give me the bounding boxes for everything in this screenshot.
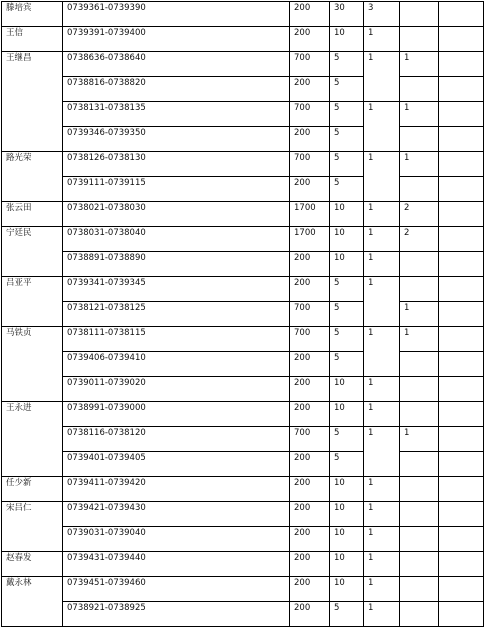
c2-cell xyxy=(400,2,439,27)
name-cell: 王信 xyxy=(2,27,63,52)
amount-cell: 200 xyxy=(290,527,330,552)
c2-cell xyxy=(400,27,439,52)
c2-cell xyxy=(400,552,439,577)
table-row xyxy=(2,227,484,252)
amount-cell: 1700 xyxy=(290,202,330,227)
amount-cell: 200 xyxy=(290,402,330,427)
serial-range-cell: 0738816-0738820 xyxy=(63,77,290,102)
serial-range-cell: 0739401-0739405 xyxy=(63,452,290,477)
count-cell: 5 xyxy=(330,427,364,452)
c2-cell: 1 xyxy=(400,427,439,452)
serial-range-cell: 0739031-0739040 xyxy=(63,527,290,552)
amount-cell: 200 xyxy=(290,477,330,502)
allocation-table xyxy=(1,1,484,627)
c2-cell xyxy=(400,527,439,552)
count-cell: 10 xyxy=(330,227,364,252)
c2-cell xyxy=(400,602,439,627)
name-cell: 吕亚平 xyxy=(2,277,63,327)
amount-cell: 700 xyxy=(290,427,330,452)
c3-cell xyxy=(439,177,484,202)
serial-range-cell: 0738131-0738135 xyxy=(63,102,290,127)
serial-range-cell: 0738126-0738130 xyxy=(63,152,290,177)
c2-cell xyxy=(400,502,439,527)
c3-cell xyxy=(439,252,484,277)
c1-cell: 1 xyxy=(364,577,400,602)
c3-cell xyxy=(439,227,484,252)
amount-cell: 200 xyxy=(290,552,330,577)
table-row xyxy=(2,352,484,377)
table-row xyxy=(2,402,484,427)
c1-cell: 1 xyxy=(364,377,400,402)
serial-range-cell: 0739111-0739115 xyxy=(63,177,290,202)
serial-range-cell: 0739341-0739345 xyxy=(63,277,290,302)
serial-range-cell: 0738121-0738125 xyxy=(63,302,290,327)
count-cell: 5 xyxy=(330,52,364,77)
c3-cell xyxy=(439,152,484,177)
count-cell: 10 xyxy=(330,477,364,502)
c3-cell xyxy=(439,577,484,602)
count-cell: 5 xyxy=(330,102,364,127)
c2-cell xyxy=(400,127,439,152)
c2-cell: 1 xyxy=(400,327,439,352)
count-cell: 5 xyxy=(330,152,364,177)
c2-cell xyxy=(400,177,439,202)
c1-cell: 1 xyxy=(364,502,400,527)
c3-cell xyxy=(439,477,484,502)
table-row xyxy=(2,577,484,602)
c2-cell xyxy=(400,452,439,477)
c3-cell xyxy=(439,452,484,477)
serial-range-cell: 0738116-0738120 xyxy=(63,427,290,452)
name-cell: 赵春发 xyxy=(2,552,63,577)
name-cell: 马铁贞 xyxy=(2,327,63,402)
c2-cell: 1 xyxy=(400,302,439,327)
name-cell: 张云田 xyxy=(2,202,63,227)
c3-cell xyxy=(439,527,484,552)
table-row xyxy=(2,77,484,102)
table-row xyxy=(2,452,484,477)
amount-cell: 200 xyxy=(290,577,330,602)
name-cell: 路光荣 xyxy=(2,152,63,202)
name-cell: 宋吕仁 xyxy=(2,502,63,552)
count-cell: 10 xyxy=(330,402,364,427)
table-row xyxy=(2,127,484,152)
name-cell: 戴永林 xyxy=(2,577,63,627)
serial-range-cell: 0739431-0739440 xyxy=(63,552,290,577)
amount-cell: 700 xyxy=(290,52,330,77)
serial-range-cell: 0739391-0739400 xyxy=(63,27,290,52)
c1-cell: 1 xyxy=(364,52,400,102)
c2-cell xyxy=(400,77,439,102)
serial-range-cell: 0738636-0738640 xyxy=(63,52,290,77)
count-cell: 10 xyxy=(330,552,364,577)
amount-cell: 200 xyxy=(290,2,330,27)
c3-cell xyxy=(439,277,484,302)
c1-cell: 1 xyxy=(364,102,400,152)
table-row xyxy=(2,502,484,527)
c1-cell: 1 xyxy=(364,252,400,277)
c3-cell xyxy=(439,552,484,577)
table-row xyxy=(2,377,484,402)
name-cell: 王永进 xyxy=(2,402,63,477)
c1-cell: 1 xyxy=(364,27,400,52)
c2-cell xyxy=(400,477,439,502)
serial-range-cell: 0739346-0739350 xyxy=(63,127,290,152)
c3-cell xyxy=(439,52,484,77)
c2-cell xyxy=(400,402,439,427)
count-cell: 5 xyxy=(330,452,364,477)
amount-cell: 200 xyxy=(290,352,330,377)
count-cell: 10 xyxy=(330,27,364,52)
c1-cell: 3 xyxy=(364,2,400,27)
amount-cell: 200 xyxy=(290,602,330,627)
c2-cell: 2 xyxy=(400,227,439,252)
serial-range-cell: 0738891-0738890 xyxy=(63,252,290,277)
c2-cell: 1 xyxy=(400,102,439,127)
c3-cell xyxy=(439,302,484,327)
amount-cell: 700 xyxy=(290,327,330,352)
amount-cell: 200 xyxy=(290,377,330,402)
table-row xyxy=(2,602,484,627)
amount-cell: 200 xyxy=(290,252,330,277)
c2-cell: 1 xyxy=(400,52,439,77)
table-row xyxy=(2,202,484,227)
table-row xyxy=(2,277,484,302)
table-row xyxy=(2,477,484,502)
serial-range-cell: 0738921-0738925 xyxy=(63,602,290,627)
serial-range-cell: 0738991-0739000 xyxy=(63,402,290,427)
c3-cell xyxy=(439,127,484,152)
c2-cell xyxy=(400,577,439,602)
serial-range-cell: 0739451-0739460 xyxy=(63,577,290,602)
serial-range-cell: 0738111-0738115 xyxy=(63,327,290,352)
c2-cell xyxy=(400,352,439,377)
amount-cell: 200 xyxy=(290,27,330,52)
amount-cell: 200 xyxy=(290,452,330,477)
c2-cell xyxy=(400,277,439,302)
c2-cell: 2 xyxy=(400,202,439,227)
c1-cell: 1 xyxy=(364,152,400,202)
count-cell: 5 xyxy=(330,177,364,202)
c3-cell xyxy=(439,377,484,402)
amount-cell: 700 xyxy=(290,102,330,127)
count-cell: 5 xyxy=(330,327,364,352)
count-cell: 10 xyxy=(330,577,364,602)
amount-cell: 200 xyxy=(290,77,330,102)
amount-cell: 200 xyxy=(290,277,330,302)
name-cell: 王继昌 xyxy=(2,52,63,152)
c1-cell: 1 xyxy=(364,202,400,227)
c2-cell xyxy=(400,377,439,402)
count-cell: 10 xyxy=(330,527,364,552)
table-row xyxy=(2,427,484,452)
amount-cell: 200 xyxy=(290,127,330,152)
c1-cell: 1 xyxy=(364,227,400,252)
count-cell: 5 xyxy=(330,602,364,627)
c2-cell xyxy=(400,252,439,277)
c1-cell: 1 xyxy=(364,527,400,552)
count-cell: 5 xyxy=(330,127,364,152)
table-row xyxy=(2,527,484,552)
count-cell: 10 xyxy=(330,377,364,402)
count-cell: 5 xyxy=(330,77,364,102)
name-cell: 任少新 xyxy=(2,477,63,502)
c3-cell xyxy=(439,327,484,352)
c3-cell xyxy=(439,2,484,27)
c1-cell: 1 xyxy=(364,277,400,327)
name-cell: 宁廷民 xyxy=(2,227,63,277)
amount-cell: 700 xyxy=(290,152,330,177)
count-cell: 10 xyxy=(330,502,364,527)
amount-cell: 1700 xyxy=(290,227,330,252)
serial-range-cell: 0738031-0738040 xyxy=(63,227,290,252)
c2-cell: 1 xyxy=(400,152,439,177)
serial-range-cell: 0739411-0739420 xyxy=(63,477,290,502)
amount-cell: 200 xyxy=(290,177,330,202)
c1-cell: 1 xyxy=(364,552,400,577)
name-cell: 滕培宾 xyxy=(2,2,63,27)
count-cell: 5 xyxy=(330,302,364,327)
c3-cell xyxy=(439,27,484,52)
count-cell: 30 xyxy=(330,2,364,27)
serial-range-cell: 0739361-0739390 xyxy=(63,2,290,27)
serial-range-cell: 0739406-0739410 xyxy=(63,352,290,377)
c3-cell xyxy=(439,102,484,127)
c3-cell xyxy=(439,427,484,452)
c3-cell xyxy=(439,602,484,627)
count-cell: 5 xyxy=(330,352,364,377)
table-row xyxy=(2,177,484,202)
c3-cell xyxy=(439,502,484,527)
c3-cell xyxy=(439,77,484,102)
amount-cell: 200 xyxy=(290,502,330,527)
serial-range-cell: 0738021-0738030 xyxy=(63,202,290,227)
table-row xyxy=(2,302,484,327)
c1-cell: 1 xyxy=(364,602,400,627)
table-row xyxy=(2,552,484,577)
serial-range-cell: 0739011-0739020 xyxy=(63,377,290,402)
c3-cell xyxy=(439,352,484,377)
c1-cell: 1 xyxy=(364,327,400,377)
c3-cell xyxy=(439,402,484,427)
c1-cell: 1 xyxy=(364,427,400,477)
c1-cell: 1 xyxy=(364,402,400,427)
count-cell: 10 xyxy=(330,252,364,277)
table-row xyxy=(2,252,484,277)
table-row xyxy=(2,152,484,177)
table-row xyxy=(2,2,484,27)
table-row xyxy=(2,52,484,77)
c1-cell: 1 xyxy=(364,477,400,502)
table-row xyxy=(2,102,484,127)
count-cell: 10 xyxy=(330,202,364,227)
count-cell: 5 xyxy=(330,277,364,302)
c3-cell xyxy=(439,202,484,227)
table-row xyxy=(2,27,484,52)
amount-cell: 700 xyxy=(290,302,330,327)
table-row xyxy=(2,327,484,352)
serial-range-cell: 0739421-0739430 xyxy=(63,502,290,527)
